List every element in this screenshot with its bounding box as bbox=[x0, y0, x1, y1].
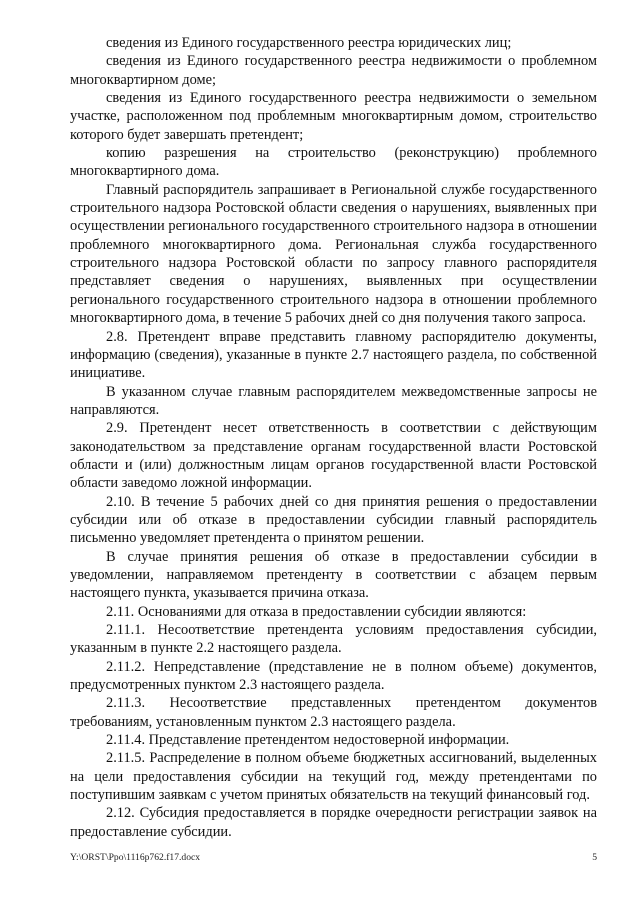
paragraph: В случае принятия решения об отказе в предоставлении субсидии в уведомлении, направляемом претенденту в соответствии с абзацем первым настоящего пункта, указывается причина отказа. bbox=[70, 548, 597, 602]
file-path: Y:\ORST\Ppo\1116p762.f17.docx bbox=[70, 852, 201, 863]
paragraph: сведения из Единого государственного реестра юридических лиц; bbox=[106, 35, 512, 51]
paragraph: 2.11.5. Распределение в полном объеме бюджетных ассигнований, выделенных на цели предоставления субсидии на текущий год, между претендентами по поступившим заявкам с учетом принятых обязательств на текущий финансовый год. bbox=[70, 750, 597, 804]
paragraph: Главный распорядитель запрашивает в Региональной службе государственного строительного надзора Ростовской области сведения о нарушениях, выявленных при осуществлении регионального государственного строительного надзора в отношении проблемного многоквартирного дома. Региональная служба государственного строительного надзора Ростовской области по запросу главного распорядителя представляет сведения о нарушениях, выявленных при осуществлении регионального государственного строительного надзора в отношении проблемного многоквартирного дома, в течение 5 рабочих дней со дня получения такого запроса. bbox=[70, 181, 597, 327]
paragraph: 2.11.1. Несоответствие претендента условиям предоставления субсидии, указанным в пункте 2.2 настоящего раздела. bbox=[70, 622, 597, 657]
paragraph: 2.11.4. Представление претендентом недостоверной информации. bbox=[106, 732, 510, 749]
paragraph: 2.11.3. Несоответствие представленных претендентом документов требованиям, установленным пунктом 2.3 настоящего раздела. bbox=[70, 695, 597, 730]
paragraph: 2.8. Претендент вправе представить главному распорядителю документы, информацию (сведения), указанные в пункте 2.7 настоящего раздела, по собственной инициативе. bbox=[70, 328, 597, 382]
paragraph: 2.9. Претендент несет ответственность в соответствии с действующим законодательством за представление органам государственной власти Ростовской области и (или) должностным лицам органов государственной власти Ростовской области заведомо ложной информации. bbox=[70, 420, 597, 492]
paragraph: 2.10. В течение 5 рабочих дней со дня принятия решения о предоставлении субсидии или об отказе в предоставлении субсидии главный распорядитель письменно уведомляет претендента о принятом решении. bbox=[70, 493, 597, 547]
paragraph: 2.11. Основаниями для отказа в предоставлении субсидии являются: bbox=[106, 603, 527, 620]
paragraph: сведения из Единого государственного реестра недвижимости о проблемном многоквартирном доме; bbox=[70, 53, 597, 88]
paragraph: 2.12. Субсидия предоставляется в порядке очередности регистрации заявок на предоставление субсидии. bbox=[70, 805, 597, 840]
page-number: 5 bbox=[592, 852, 597, 863]
paragraph: В указанном случае главным распорядителем межведомственные запросы не направляются. bbox=[70, 383, 597, 418]
paragraph: копию разрешения на строительство (реконструкцию) проблемного многоквартирного дома. bbox=[70, 145, 597, 180]
paragraph: 2.11.2. Непредставление (представление не в полном объеме) документов, предусмотренных пунктом 2.3 настоящего раздела. bbox=[70, 658, 597, 694]
document-body bbox=[70, 34, 597, 841]
paragraph: сведения из Единого государственного реестра недвижимости о земельном участке, расположенном под проблемным многоквартирным домом, строительство которого будет завершать претендент; bbox=[70, 90, 597, 143]
